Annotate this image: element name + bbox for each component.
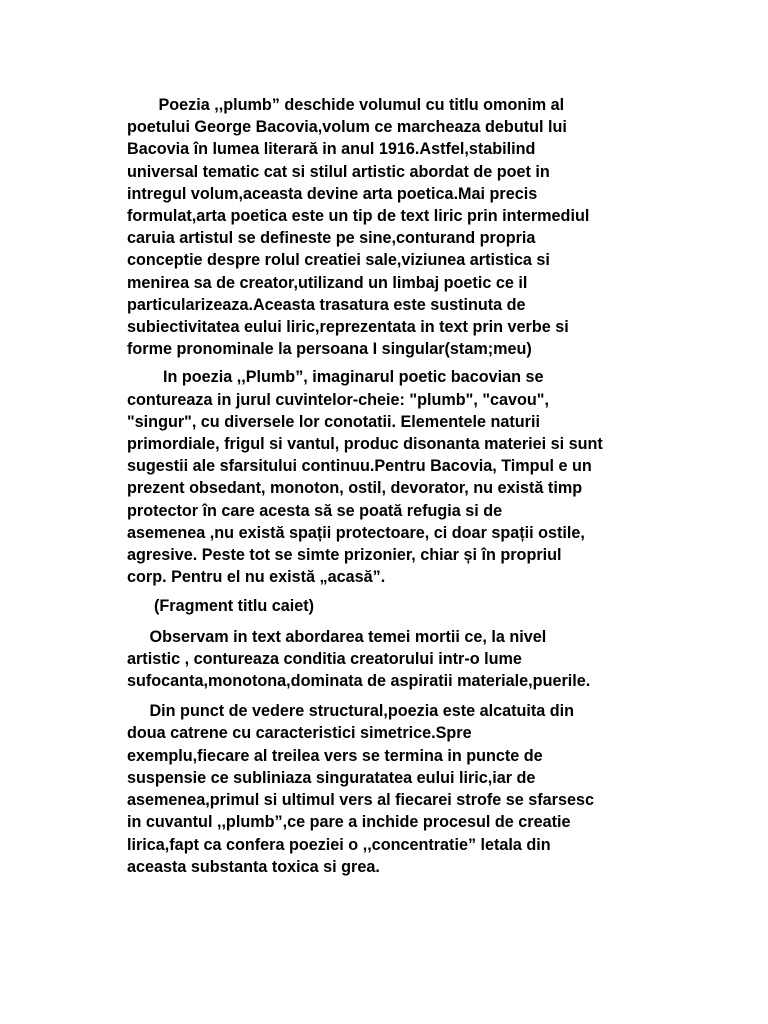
text-line: (Fragment titlu caiet) [127,597,315,616]
text-line: poetului George Bacovia,volum ce marcheaza debutul lui [127,118,567,137]
text-line: "singur", cu diversele lor conotatii. Elementele naturii [127,412,540,431]
text-line: prezent obsedant, monoton, ostil, devorator, nu există timp [127,479,583,498]
text-line: subiectivitatea eului liric,reprezentata in text prin verbe si [127,318,569,337]
paragraph-4 [127,626,687,693]
text-line: Din punct de vedere structural,poezia este alcatuita din [127,702,575,721]
text-line: corp. Pentru el nu există „acasă”. [127,568,386,587]
text-line: Bacovia în lumea literară in anul 1916.Astfel,stabilind [127,140,536,159]
text-line: menirea sa de creator,utilizand un limbaj poetic ce il [127,273,528,292]
document-body [127,94,687,878]
text-line: contureaza in jurul cuvintelor-cheie: "plumb", "cavou", [127,390,549,409]
text-line: sufocanta,monotona,dominata de aspiratii materiale,puerile. [127,672,591,691]
text-line: lirica,fapt ca confera poeziei o ,,concentratie” letala din [127,835,551,854]
text-line: intregul volum,aceasta devine arta poetica.Mai precis [127,184,538,203]
text-line: universal tematic cat si stilul artistic abordat de poet in [127,162,550,181]
text-line: suspensie ce subliniaza singuratatea eului liric,iar de [127,768,536,787]
text-line: agresive. Peste tot se simte prizonier, chiar și în propriul [127,546,562,565]
text-line: artistic , contureaza conditia creatorului intr-o lume [127,649,522,668]
paragraph-2 [127,366,687,588]
text-line: caruia artistul se defineste pe sine,conturand propria [127,229,536,248]
text-line: Observam in text abordarea temei mortii ce, la nivel [127,627,547,646]
text-line: exemplu,fiecare al treilea vers se termina in puncte de [127,746,543,765]
text-line: protector în care acesta să se poată refugia si de [127,501,503,520]
text-line: doua catrene cu caracteristici simetrice.Spre [127,724,472,743]
text-line: particularizeaza.Aceasta trasatura este sustinuta de [127,295,526,314]
text-line: In poezia ,,Plumb”, imaginarul poetic bacovian se [127,368,544,387]
text-line: sugestii ale sfarsitului continuu.Pentru Bacovia, Timpul e un [127,457,592,476]
paragraph-1 [127,94,687,360]
text-line: in cuvantul ,,plumb”,ce pare a inchide procesul de creatie [127,813,571,832]
text-line: asemenea ,nu există spații protectoare, ci doar spații ostile, [127,523,585,542]
text-line: asemenea,primul si ultimul vers al fiecarei strofe se sfarsesc [127,791,594,810]
paragraph-5 [127,700,687,878]
text-line: primordiale, frigul si vantul, produc disonanta materiei si sunt [127,435,603,454]
text-line: formulat,arta poetica este un tip de text liric prin intermediul [127,207,590,226]
text-line: forme pronominale la persoana I singular(stam;meu) [127,340,532,359]
text-line: aceasta substanta toxica si grea. [127,857,380,876]
paragraph-3 [127,595,687,617]
text-line: conceptie despre rolul creatiei sale,viziunea artistica si [127,251,550,270]
text-line: Poezia ,,plumb” deschide volumul cu titlu omonim al [127,96,565,114]
